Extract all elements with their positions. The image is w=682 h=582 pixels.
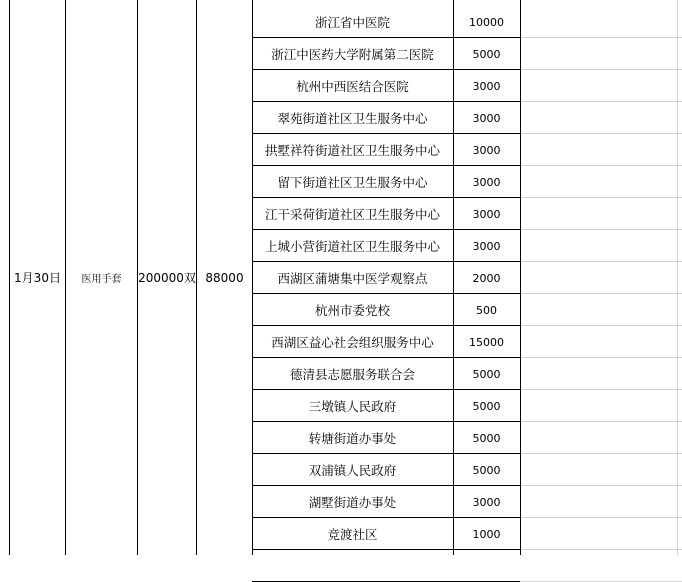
cell-recipient[interactable]: 湖墅街道办事处 [308, 495, 397, 510]
cell-quantity[interactable]: 5000 [472, 47, 501, 61]
table-row [252, 358, 682, 390]
table-row [252, 6, 682, 38]
cell-empty[interactable] [520, 6, 682, 38]
table-row [252, 518, 682, 550]
cell-quantity[interactable]: 5000 [472, 431, 501, 445]
table-row [252, 390, 682, 422]
cell-quantity[interactable]: 3000 [472, 239, 501, 253]
col-border [520, 0, 521, 555]
cell-quantity[interactable]: 3000 [472, 495, 501, 509]
cell-empty[interactable] [520, 486, 682, 518]
table-row [252, 454, 682, 486]
table-row [252, 326, 682, 358]
cell-quantity[interactable]: 1000 [472, 527, 501, 541]
cell-empty[interactable] [520, 358, 682, 390]
cell-recipient[interactable]: 三墩镇人民政府 [308, 399, 397, 414]
col-border-light [677, 0, 678, 555]
table-row [252, 294, 682, 326]
cell-empty[interactable] [520, 102, 682, 134]
cell-empty[interactable] [520, 390, 682, 422]
cell-quantity[interactable]: 2000 [472, 271, 501, 285]
col-border [137, 0, 138, 555]
cell-empty[interactable] [520, 326, 682, 358]
cell-empty[interactable] [520, 134, 682, 166]
cell-recipient[interactable]: 浙江中医药大学附属第二医院 [271, 47, 434, 62]
cell-quantity[interactable]: 5000 [472, 463, 501, 477]
cell-recipient[interactable]: 留下街道社区卫生服务中心 [277, 175, 428, 190]
cell-empty[interactable] [520, 70, 682, 102]
table-row [252, 166, 682, 198]
cell-recipient[interactable]: 西湖区蒲塘集中医学观察点 [277, 271, 428, 286]
cell-empty[interactable] [520, 294, 682, 326]
cell-recipient[interactable]: 上城小营街道社区卫生服务中心 [264, 239, 440, 254]
cell-quantity[interactable]: 3000 [472, 175, 501, 189]
cell-empty[interactable] [520, 262, 682, 294]
col-border [9, 0, 10, 555]
table-row [252, 198, 682, 230]
cell-quantity[interactable]: 15000 [469, 335, 504, 349]
cell-empty[interactable] [520, 166, 682, 198]
cell-date[interactable]: 1月30日 [14, 271, 61, 285]
cell-empty[interactable] [520, 198, 682, 230]
cell-quantity[interactable]: 5000 [472, 399, 501, 413]
table-row [252, 102, 682, 134]
cell-recipient[interactable]: 浙江省中医院 [314, 15, 390, 30]
cell-recipient[interactable]: 转塘街道办事处 [308, 431, 397, 446]
table-row [252, 70, 682, 102]
cell-recipient[interactable]: 竞渡社区 [327, 527, 378, 542]
table-row [252, 262, 682, 294]
table-row [252, 134, 682, 166]
cell-quantity[interactable]: 10000 [469, 15, 504, 29]
col-border [252, 0, 253, 555]
cell-quantity[interactable]: 3000 [472, 111, 501, 125]
table-row [252, 486, 682, 518]
cell-empty[interactable] [520, 38, 682, 70]
cell-quantity[interactable]: 3000 [472, 143, 501, 157]
table-row [252, 422, 682, 454]
cell-empty[interactable] [520, 454, 682, 486]
cell-recipient[interactable]: 杭州市委党校 [314, 303, 390, 318]
cell-empty[interactable] [520, 518, 682, 550]
cell-total-quantity[interactable]: 200000双 [138, 271, 196, 285]
cell-recipient[interactable]: 西湖区益心社会组织服务中心 [271, 335, 434, 350]
col-border [453, 0, 454, 555]
cell-quantity[interactable]: 500 [476, 303, 497, 317]
cell-recipient[interactable]: 翠苑街道社区卫生服务中心 [277, 111, 428, 126]
col-border [65, 0, 66, 555]
table-row [252, 230, 682, 262]
cell-recipient[interactable]: 德清县志愿服务联合会 [289, 367, 415, 382]
cell-quantity[interactable]: 3000 [472, 79, 501, 93]
cell-recipient[interactable]: 杭州中西医结合医院 [296, 79, 409, 94]
cell-empty[interactable] [520, 230, 682, 262]
cell-recipient[interactable]: 拱墅祥符街道社区卫生服务中心 [264, 143, 440, 158]
cell-empty[interactable] [520, 422, 682, 454]
cell-quantity[interactable]: 5000 [472, 367, 501, 381]
table-row [252, 38, 682, 70]
cell-allocated[interactable]: 88000 [205, 270, 244, 285]
cell-recipient[interactable]: 江干采荷街道社区卫生服务中心 [264, 207, 440, 222]
cell-recipient[interactable]: 双浦镇人民政府 [308, 463, 397, 478]
cell-quantity[interactable]: 3000 [472, 207, 501, 221]
cell-item[interactable]: 医用手套 [81, 274, 122, 285]
col-border [196, 0, 197, 555]
